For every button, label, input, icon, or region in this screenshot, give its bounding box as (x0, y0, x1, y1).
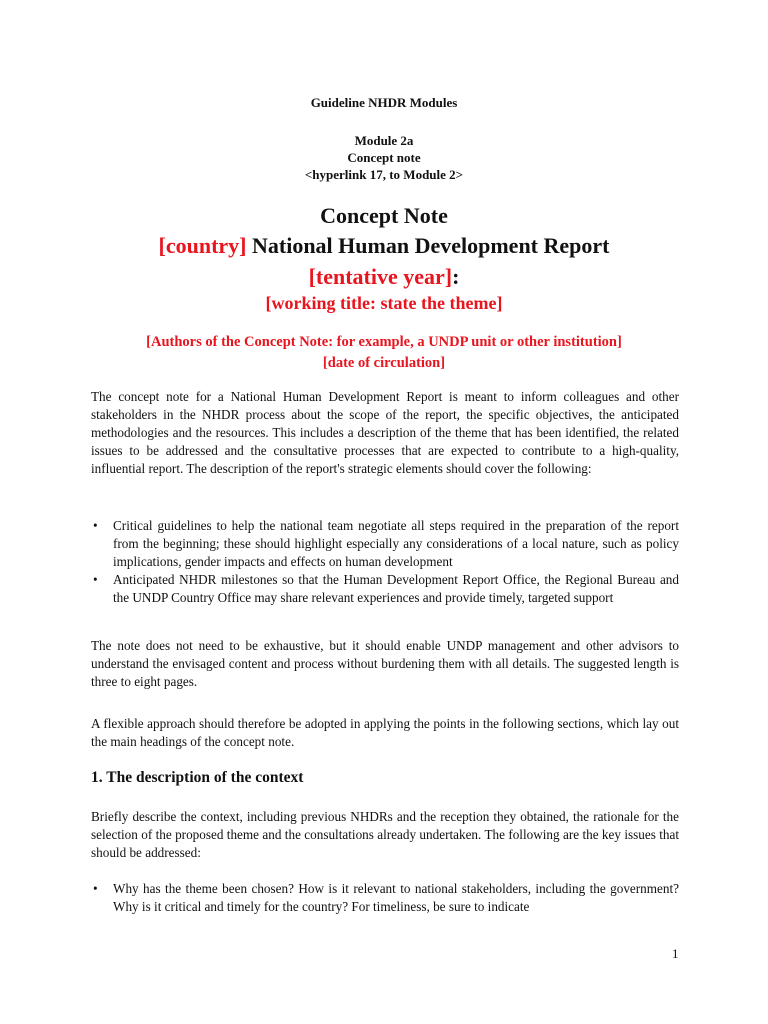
list-item: • Anticipated NHDR milestones so that the Human Development Report Office, the Regional Bureau and the UNDP Country Office may share relevant experiences and provide timely, targeted support (93, 572, 679, 605)
section-heading (91, 768, 303, 788)
year-line (0, 264, 768, 290)
year-placeholder: [tentative year] (308, 264, 453, 289)
bullet-icon: • (93, 518, 98, 533)
intro-paragraph: The concept note for a National Human Development Report is meant to inform colleagues and other stakeholders in the NHDR process about the scope of the report, the specific objectives, the anticipated methodologies and the resources. This includes a description of the theme that has been identified, the related issues to be addressed and the consultative processes that are expected to contribute to a high-quality, influential report. The description of the report's strategic elements should cover the following: (91, 389, 679, 476)
module-subtitle: Concept note (347, 150, 421, 165)
report-title-line (0, 233, 768, 259)
country-placeholder: [country] (158, 233, 247, 258)
document-title: Concept Note (320, 203, 448, 228)
guidelines-list (91, 517, 679, 607)
guideline-header: Guideline NHDR Modules (310, 95, 458, 110)
report-name: National Human Development Report (252, 233, 610, 258)
year-colon: : (452, 264, 460, 289)
page-number: 1 (672, 946, 679, 961)
note-paragraph: The note does not need to be exhaustive, but it should enable UNDP management and other advisors to understand the envisaged content and process without burdening them with all details. The suggested length is three to eight pages. (91, 638, 679, 689)
context-paragraph: Briefly describe the context, including previous NHDRs and the reception they obtained, the rationale for the selection of the proposed theme and the consultations already undertaken. The following are the key issues that should be addressed: (91, 809, 679, 860)
bullet-icon: • (93, 881, 98, 896)
list-item: • Why has the theme been chosen? How is it relevant to national stakeholders, including the government? Why is it critical and timely for the country? For timeliness, be sure to indicate (93, 881, 679, 914)
key-issues-list (91, 880, 679, 916)
authors-placeholder: [Authors of the Concept Note: for example, a UNDP unit or other institution] (146, 334, 622, 350)
bullet-icon: • (93, 572, 98, 587)
date-placeholder: [date of circulation] (322, 355, 446, 371)
list-item: • Critical guidelines to help the national team negotiate all steps required in the preparation of the report from the beginning; these should highlight especially any considerations of a local nature, such as policy implications, gender impacts and effects on human development (93, 518, 679, 569)
working-title-placeholder: [working title: state the theme] (265, 293, 503, 313)
section-title: The description of the context (106, 769, 304, 786)
section-number: 1. (91, 769, 103, 786)
module-hyperlink[interactable]: <hyperlink 17, to Module 2> (304, 167, 464, 182)
module-label: Module 2a (354, 133, 414, 148)
approach-paragraph: A flexible approach should therefore be adopted in applying the points in the following sections, which lay out the main headings of the concept note. (91, 716, 679, 749)
